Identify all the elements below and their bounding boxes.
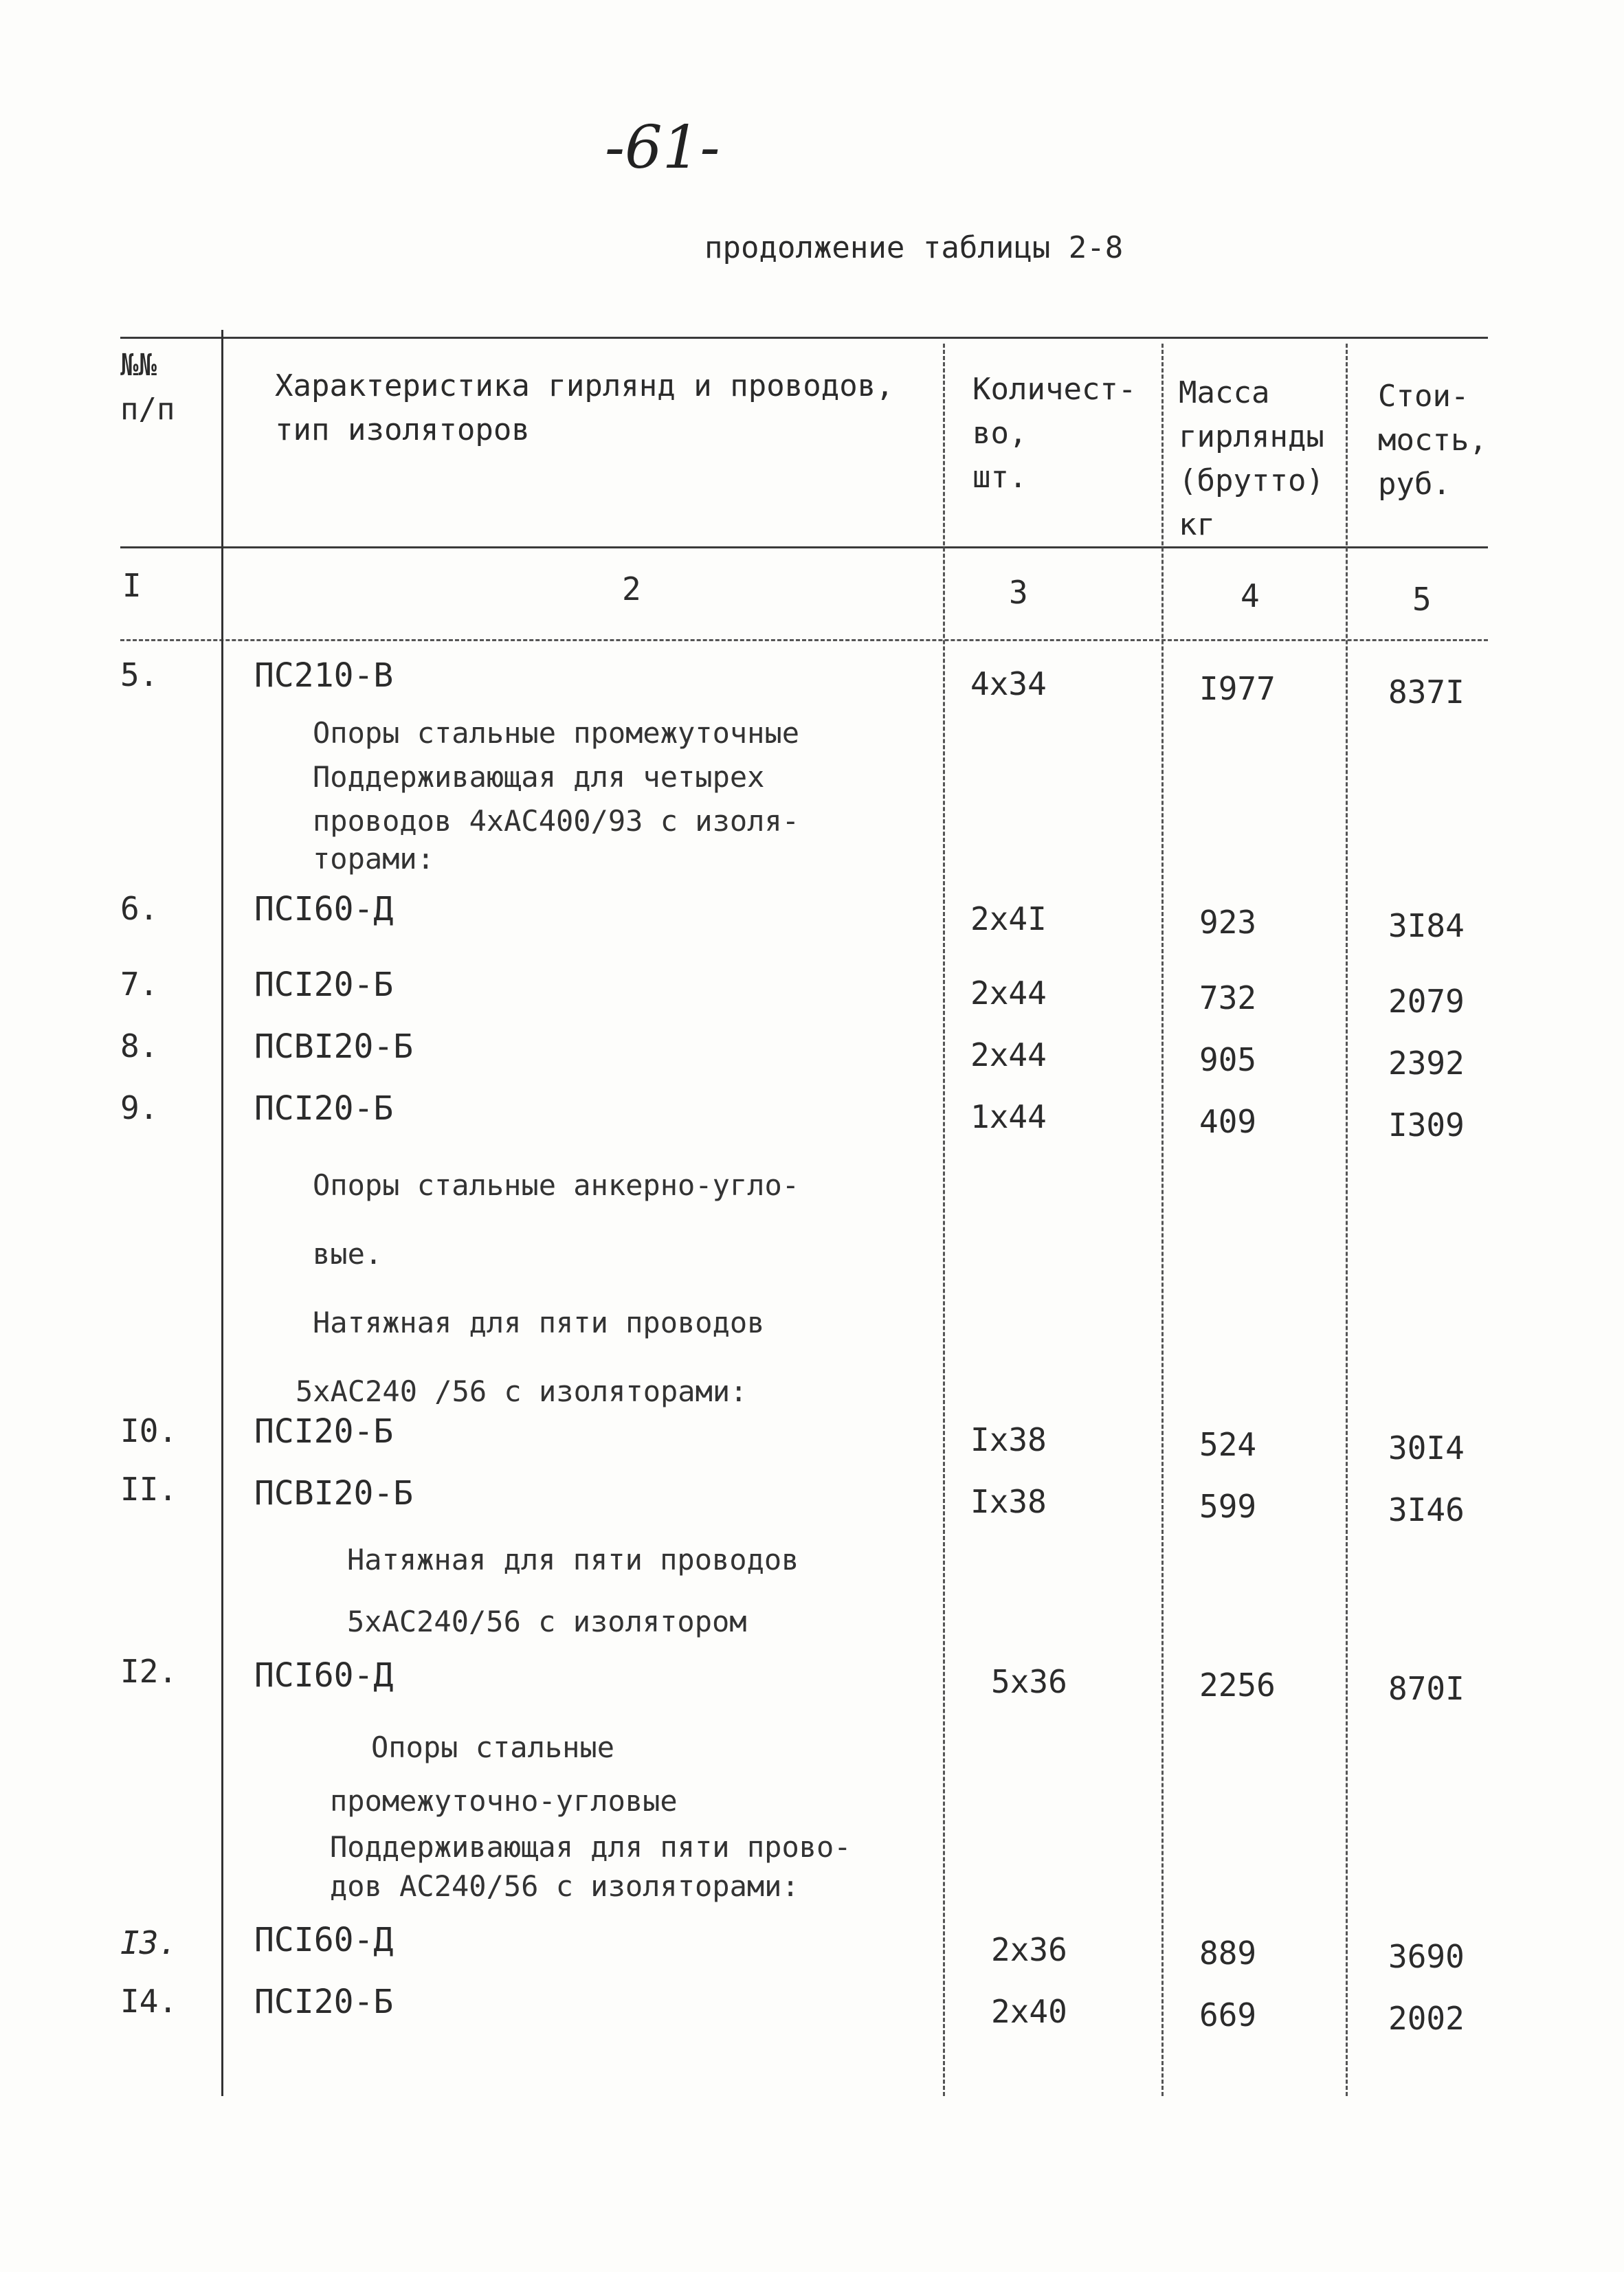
- insulator-type: ПСI60-Д: [254, 1921, 394, 1959]
- insulator-type: ПСI60-Д: [254, 1656, 394, 1695]
- col-divider-3: [1161, 344, 1164, 2096]
- insulator-type: ПСI60-Д: [254, 890, 394, 928]
- cost: 30I4: [1388, 1429, 1465, 1467]
- mass: 599: [1199, 1488, 1257, 1525]
- mass: 923: [1199, 904, 1257, 941]
- colnum-3: 3: [1009, 574, 1028, 611]
- row-description: Опоры стальные анкерно-угло- вые. Натяжная для пяти проводов 5хАС240 /56 с изоляторами:: [296, 1168, 800, 1408]
- mass: 409: [1199, 1103, 1257, 1140]
- quantity: Ix38: [970, 1421, 1047, 1458]
- cost: 837I: [1388, 673, 1465, 711]
- row-number: 8.: [120, 1027, 159, 1065]
- quantity: 5x36: [991, 1663, 1067, 1700]
- quantity: Ix38: [970, 1483, 1047, 1520]
- row-number: 9.: [120, 1089, 159, 1126]
- row-number: 5.: [120, 656, 159, 693]
- mass: 905: [1199, 1041, 1257, 1078]
- col-divider-2: [943, 344, 945, 2096]
- cost: 2079: [1388, 983, 1465, 1020]
- cost: 3I46: [1388, 1491, 1465, 1528]
- mass: 2256: [1199, 1667, 1276, 1704]
- col-divider-1: [221, 330, 223, 2096]
- mass: 889: [1199, 1935, 1257, 1972]
- cost: 870I: [1388, 1670, 1465, 1707]
- cost: I309: [1388, 1106, 1465, 1144]
- row-number: I4.: [120, 1983, 178, 2020]
- row-description: Опоры стальные промежуточно-угловые Поддерживающая для пяти прово- дов АС240/56 с изоляторами:: [330, 1730, 852, 1903]
- quantity: 2x44: [970, 974, 1047, 1012]
- insulator-type: ПСВI20-Б: [254, 1027, 414, 1066]
- header-mass: Масса гирлянды (брутто) кг: [1179, 375, 1324, 542]
- header-num: №№ п/п: [120, 348, 175, 427]
- mass: 524: [1199, 1426, 1257, 1463]
- quantity: 2x4I: [970, 900, 1047, 937]
- quantity: 4x34: [970, 665, 1047, 702]
- row-description: Натяжная для пяти проводов 5хАС240/56 с изолятором: [347, 1543, 799, 1638]
- quantity: 2x36: [991, 1931, 1067, 1968]
- insulator-type: ПСВI20-Б: [254, 1474, 414, 1513]
- colnum-5: 5: [1412, 581, 1432, 618]
- page-number: -61-: [605, 113, 720, 182]
- row-number: 7.: [120, 966, 159, 1003]
- table-top-rule: [120, 337, 1488, 339]
- mass: 669: [1199, 1996, 1257, 2034]
- colnum-bottom-rule: [120, 639, 1488, 641]
- cost: 3690: [1388, 1938, 1465, 1975]
- mass: 732: [1199, 979, 1257, 1016]
- insulator-type: ПСI20-Б: [254, 1983, 394, 2021]
- row-number: I2.: [120, 1653, 178, 1690]
- cost: 3I84: [1388, 907, 1465, 944]
- row-number: I0.: [120, 1412, 178, 1449]
- header-desc: Характеристика гирлянд и проводов, тип изоляторов: [275, 368, 894, 447]
- mass: I977: [1199, 670, 1276, 707]
- header-qty: Количест- во, шт.: [972, 372, 1137, 495]
- insulator-type: ПСI20-Б: [254, 1412, 394, 1451]
- colnum-2: 2: [622, 570, 641, 608]
- quantity: 2x44: [970, 1036, 1047, 1073]
- insulator-type: ПСI20-Б: [254, 966, 394, 1004]
- cost: 2392: [1388, 1045, 1465, 1082]
- row-description: Опоры стальные промежуточные Поддерживающая для четырех проводов 4хАС400/93 с изоля- торами:: [313, 716, 800, 876]
- row-number: I3.: [120, 1924, 178, 1961]
- cost: 2002: [1388, 2000, 1465, 2037]
- insulator-type: ПСI20-Б: [254, 1089, 394, 1128]
- row-number: II.: [120, 1471, 178, 1508]
- col-divider-4: [1346, 344, 1348, 2096]
- row-number: 6.: [120, 890, 159, 927]
- colnum-4: 4: [1241, 577, 1260, 614]
- colnum-1: I: [122, 567, 142, 604]
- header-cost: Стои- мость, руб.: [1378, 379, 1487, 502]
- table-caption: продолжение таблицы 2-8: [704, 230, 1124, 265]
- quantity: 2x40: [991, 1993, 1067, 2030]
- insulator-type: ПС210-В: [254, 656, 394, 695]
- quantity: 1x44: [970, 1098, 1047, 1135]
